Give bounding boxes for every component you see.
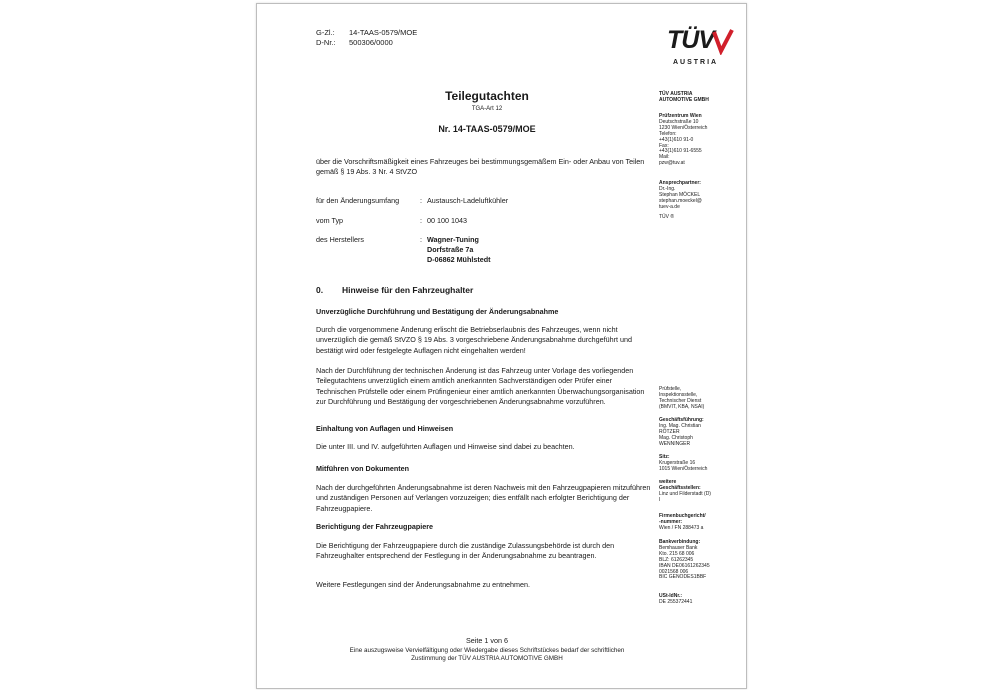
sidebar-company-line-2: AUTOMOTIVE GMBH [659, 96, 709, 103]
heading-documents: Mitführen von Dokumenten [316, 464, 410, 473]
logo-brand: TÜV [667, 26, 714, 54]
paragraph-further: Weitere Festlegungen sind der Änderungsabnahme zu entnehmen. [316, 580, 531, 589]
sidebar-register-title: Firmenbuchgericht/ -nummer: [659, 513, 706, 525]
manufacturer-street: Dorfstraße 7a [427, 245, 474, 254]
document-number: Nr. 14-TAAS-0579/MOE [438, 124, 536, 134]
paragraph-immediate: Durch die vorgenommene Änderung erlischt die Betriebserlaubnis des Fahrzeuges, wenn nicht unverzüglich die gemäß StVZO § 19 Abs. 3 vorgeschriebene Änderungsabnahme durchgeführt und bestätigt wird oder festgelegte Auflagen nicht eingehalten werden! [316, 325, 633, 355]
sidebar-vat-lines: DE 255372441 [659, 598, 693, 605]
section-number: 0. [316, 285, 324, 295]
paragraph-conditions: Die unter III. und IV. aufgeführten Auflagen und Hinweise sind dabei zu beachten. [316, 442, 575, 451]
manufacturer-city: D-06862 Mühlstedt [427, 255, 491, 264]
heading-conditions: Einhaltung von Auflagen und Hinweisen [316, 424, 454, 433]
paragraph-documents: Nach der durchgeführten Änderungsabnahme ist deren Nachweis mit den Fahrzeugpapieren mitzuführen und zuständigen Personen auf Verlangen vorzuzeigen; dies entfällt nach erfolgter Berichtigung der Fahrzeugpapiere. [316, 483, 651, 513]
sidebar-management-lines: Ing. Mag. Christian RÖTZER Mag. Christoph WENNINGER [659, 422, 701, 447]
field-label-scope: für den Änderungsumfang [316, 196, 400, 205]
paragraph-procedure: Nach der Durchführung der technischen Änderung ist das Fahrzeug unter Vorlage des vorliegenden Teilegutachtens unverzüglich einem amtlich anerkannten Sachverständigen oder Prüfer einer Technischen Prüfstelle oder einem Prüfingenieur einer amtlich anerkannten Überwachungsorganisation zur Durchführung und Bestätigung der vorgeschriebenen Änderungsabnahme vorzuführen. [316, 366, 645, 406]
sidebar-branches-title: weitere Geschäftsstellen: [659, 479, 701, 491]
sidebar-test-center [659, 114, 727, 167]
logo-country: AUSTRIA [673, 59, 719, 66]
field-colon: : [420, 216, 422, 225]
sidebar-branches [659, 480, 727, 504]
sidebar-contact-lines: Dr.-Ing. Stephan MÖCKEL stephan.moeckel@ tuev-a.de [659, 185, 702, 210]
page-number: Seite 1 von 6 [466, 636, 508, 645]
sidebar-management-title: Geschäftsführung: [659, 417, 704, 423]
paragraph-correction: Die Berichtigung der Fahrzeugpapiere durch die zuständige Zulassungsbehörde ist durch den Fahrzeughalter entsprechend der Festlegung in der Änderungsabnahme zu beantragen. [316, 541, 615, 561]
sidebar-bank-lines: Bemhauser Bank Kto. 215 68 006 BLZ: 61262345 IBAN DE06161262345 0021568 006 BIC GENODES1BBF [659, 544, 710, 581]
sidebar-center-lines: Deutschstraße 10 1230 Wien/Österreich Telefon: +43(1)610 91-0 Fax: +43(1)610 91-6555 Mail: pzw@tuv.at [659, 118, 708, 167]
sidebar-contact-title: Ansprechpartner: [659, 180, 701, 186]
sidebar-seat [659, 455, 727, 473]
sidebar-management [659, 418, 727, 448]
sidebar-contact [659, 181, 727, 211]
tuv-austria-logo [667, 26, 733, 74]
sidebar-vat-title: USt-IdNr.: [659, 593, 683, 599]
checkmark-icon [712, 29, 734, 55]
field-label-manufacturer: des Herstellers [316, 235, 364, 244]
sidebar-seat-lines: Krugerstraße 16 1015 Wien/Österreich [659, 459, 708, 472]
sidebar-branches-lines: Linz und Filderstadt (D) I [659, 490, 711, 503]
sidebar-authority: Prüfstelle, Inspektionsstelle, Technischer Dienst (BMVIT, KBA, NSAI) [659, 386, 705, 410]
sidebar-bank-title: Bankverbindung: [659, 539, 701, 545]
sidebar-register-lines: Wien / FN 288473 a [659, 524, 704, 531]
tga-art: TGA-Art 12 [471, 106, 503, 112]
section-title: Hinweise für den Fahrzeughalter [342, 285, 474, 295]
gzl-value: 14-TAAS-0579/MOE [349, 28, 418, 37]
intro-text: über die Vorschriftsmäßigkeit eines Fahrzeuges bei bestimmungsgemäßem Ein- oder Anbau von Teilen gemäß § 19 Abs. 3 Nr. 4 StVZO [316, 157, 645, 177]
field-value-type: 00 100 1043 [427, 216, 467, 225]
sidebar-company [659, 92, 727, 104]
sidebar-vat [659, 594, 727, 606]
document-title: Teilegutachten [445, 89, 529, 103]
sidebar-register [659, 514, 727, 532]
heading-immediate: Unverzügliche Durchführung und Bestätigung der Änderungsabnahme [316, 307, 559, 316]
field-colon: : [420, 235, 422, 244]
field-colon: : [420, 196, 422, 205]
field-label-type: vom Typ [316, 216, 344, 225]
sidebar-seat-title: Sitz: [659, 454, 670, 460]
footer-notice: Eine auszugsweise Vervielfältigung oder Wiedergabe dieses Schriftstückes bedarf der schriftlichen Zustimmung der TÜV AUSTRIA AUTOMOTIVE GMBH [349, 647, 625, 662]
dnr-value: 500306/0000 [349, 38, 393, 47]
field-value-manufacturer: Wagner-Tuning [427, 235, 479, 244]
sidebar-bank [659, 540, 727, 581]
sidebar-center-title: Prüfzentrum Wien [659, 113, 702, 119]
field-value-scope: Austausch-Ladeluftkühler [427, 196, 509, 205]
sidebar-company-line-1: TÜV AUSTRIA [659, 91, 693, 97]
sidebar-tuv-mark: TÜV ® [659, 214, 675, 220]
document-page [256, 3, 747, 689]
gzl-label: G-Zl.: [316, 28, 335, 37]
heading-correction: Berichtigung der Fahrzeugpapiere [316, 522, 434, 531]
dnr-label: D-Nr.: [316, 38, 336, 47]
